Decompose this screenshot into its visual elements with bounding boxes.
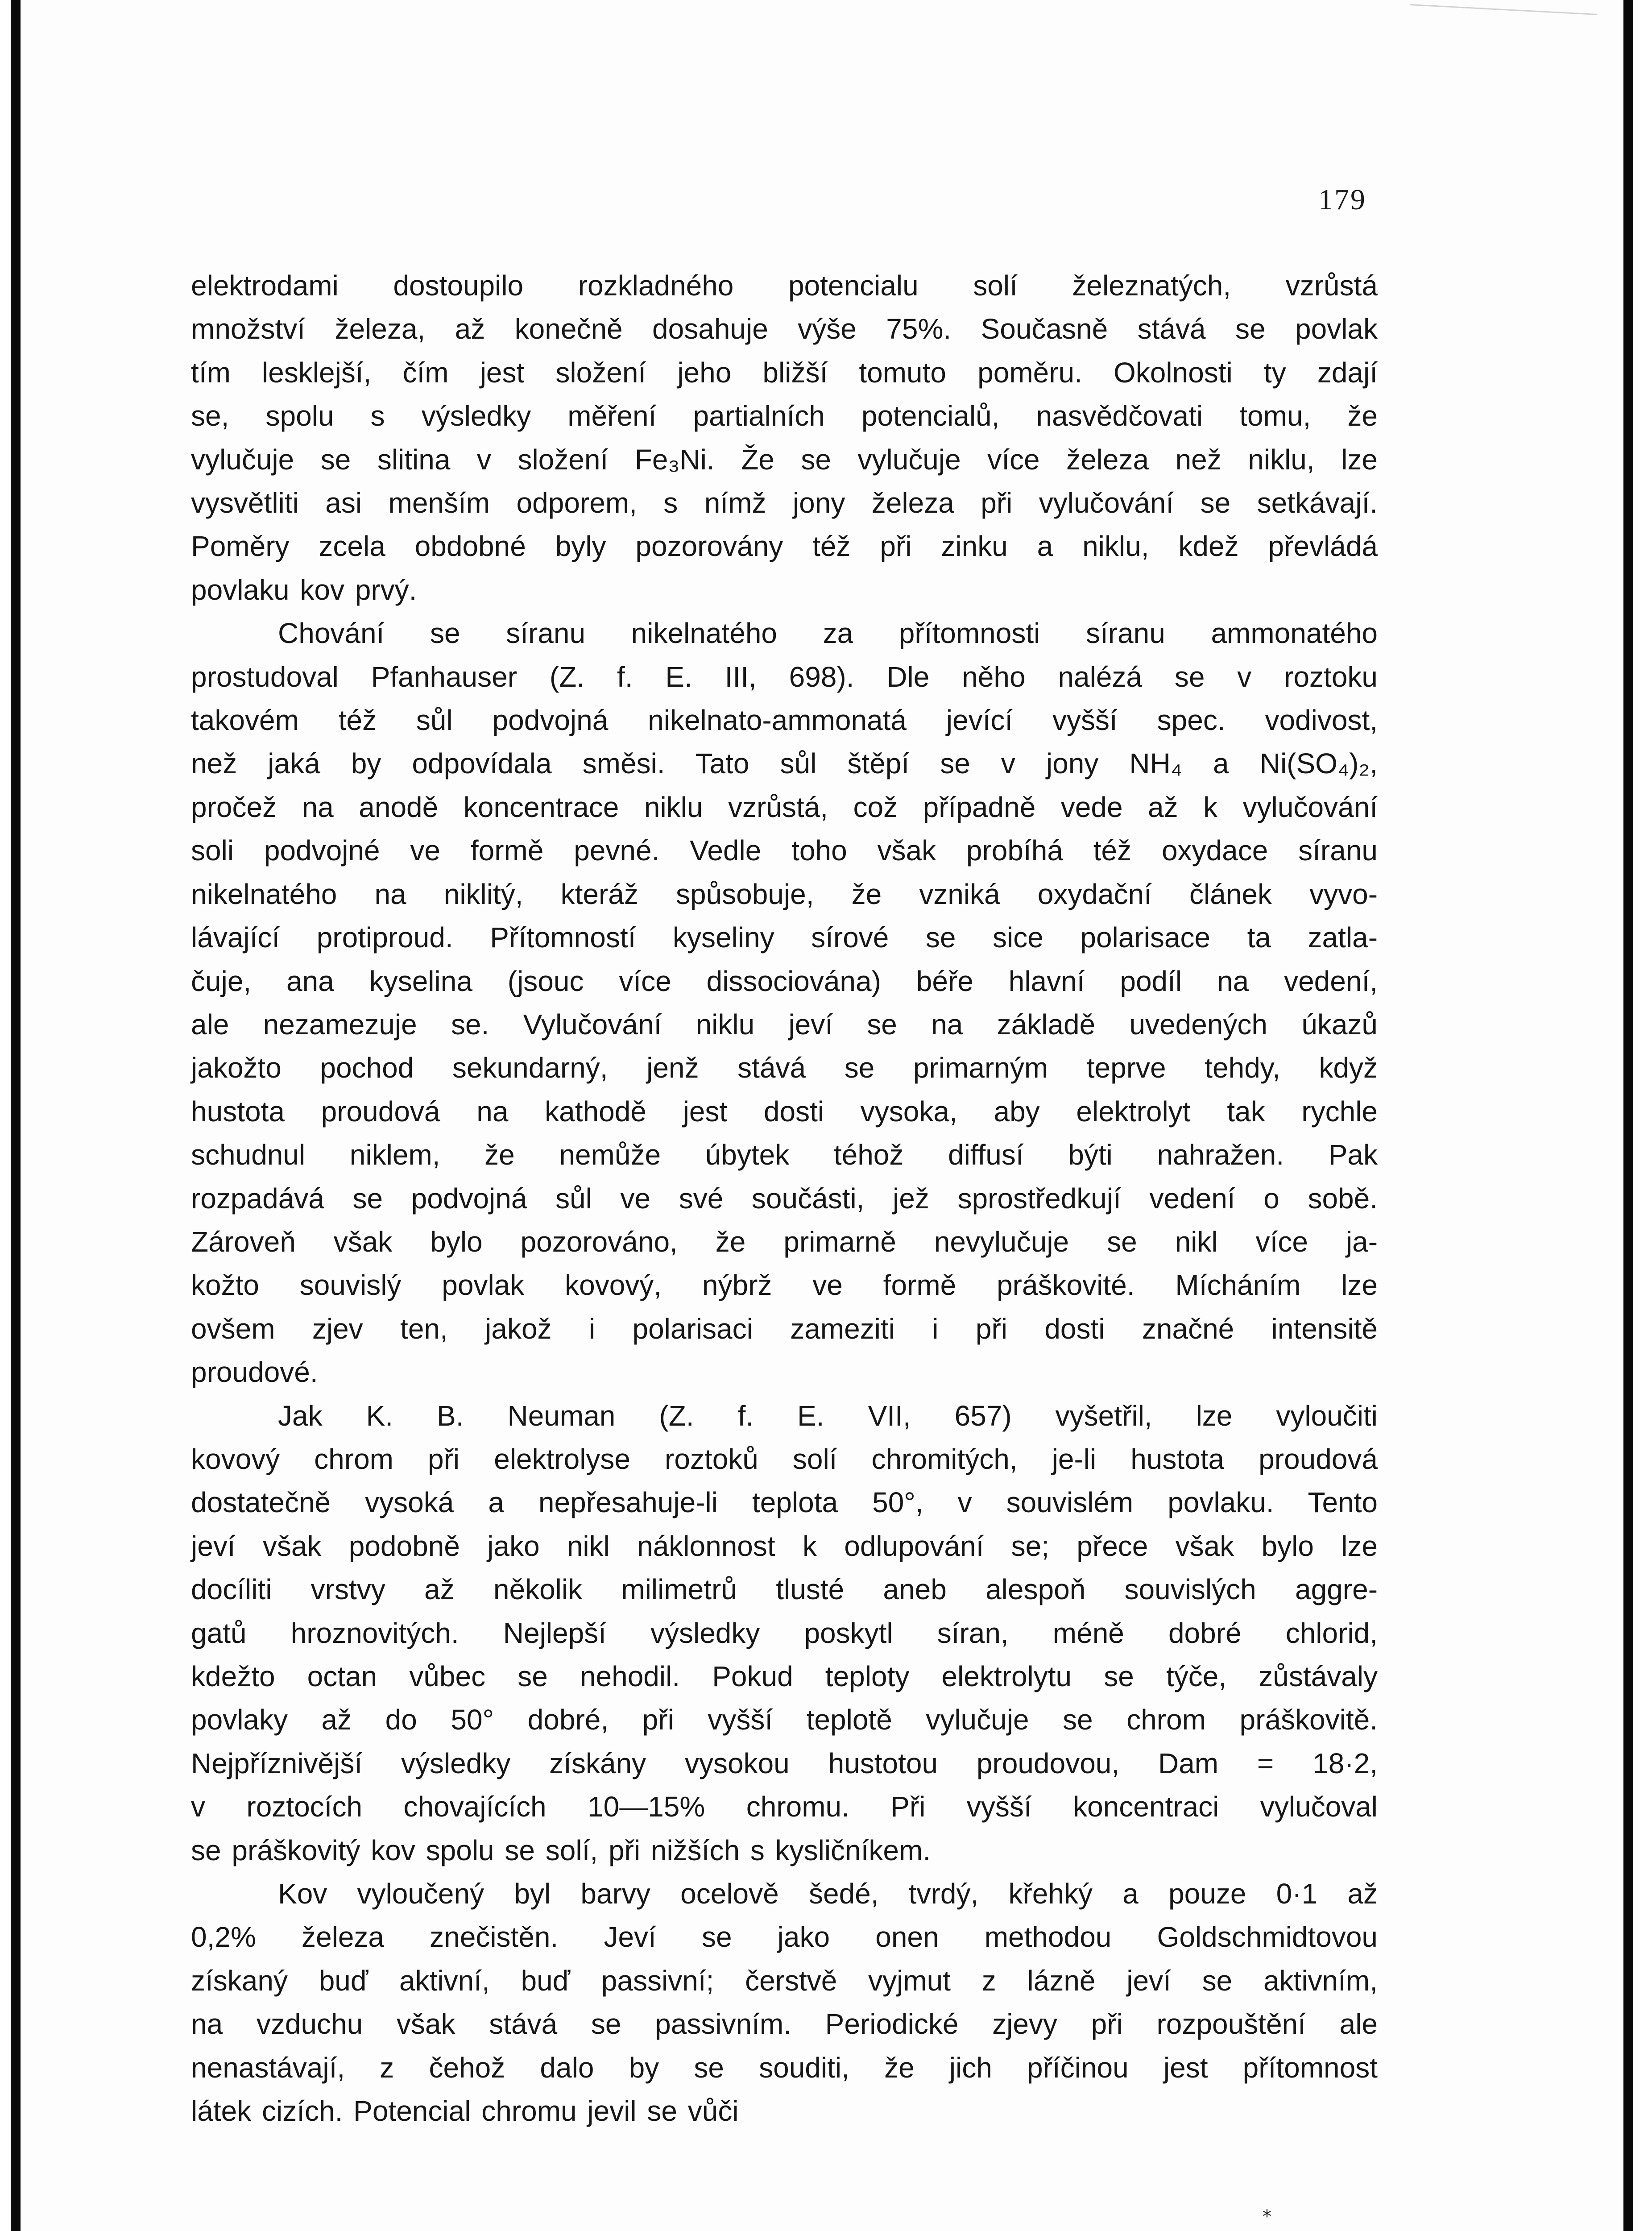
text-line: získaný buď aktivní, buď passivní; čerstvě vyjmut z lázně jeví se aktivním, [191,1964,1378,1997]
text-line: soli podvojné ve formě pevné. Vedle toho však probíhá též oxydace síranu [191,834,1378,867]
text-line: rozpadává se podvojná sůl ve své součásti, jež sprostředkují vedení o sobě. [191,1182,1378,1215]
text-line: proudové. [191,1356,318,1389]
text-line: v roztocích chovajících 10—15% chromu. Při vyšší koncentraci vylučoval [191,1791,1378,1823]
text-line: Jak K. B. Neuman (Z. f. E. VII, 657) vyšetřil, lze vyloučiti [278,1399,1378,1432]
text-line: docíliti vrstvy až několik milimetrů tlusté aneb alespoň souvislých aggre- [191,1573,1378,1606]
text-line: vysvětliti asi menším odporem, s nímž jony železa při vylučování se setkávají. [191,487,1378,519]
text-line: schudnul niklem, že nemůže úbytek téhož diffusí býti nahražen. Pak [191,1139,1378,1171]
text-line: kožto souvislý povlak kovový, nýbrž ve formě práškovité. Mícháním lze [191,1269,1378,1302]
text-line: vylučuje se slitina v složení Fe₃Ni. Že se vylučuje více železa než niklu, lze [191,443,1378,476]
text-line: se, spolu s výsledky měření partialních potencialů, nasvědčovati tomu, že [191,400,1378,432]
text-line: povlaky až do 50° dobré, při vyšší teplotě vylučuje se chrom práškovitě. [191,1704,1378,1736]
body-text [191,264,1378,2133]
text-line: než jaká by odpovídala směsi. Tato sůl štěpí se v jony NH₄ a Ni(SO₄)₂, [191,747,1378,780]
text-line: elektrodami dostoupilo rozkladného potencialu solí železnatých, vzrůstá [191,270,1378,302]
text-line: pročež na anodě koncentrace niklu vzrůstá, což případně vede až k vylučování [191,791,1378,823]
text-line: Zároveň však bylo pozorováno, že primarně nevylučuje se nikl více ja- [191,1225,1378,1258]
text-line: jakožto pochod sekundarný, jenž stává se primarným teprve tehdy, když [191,1052,1378,1084]
text-line: Chování se síranu nikelnatého za přítomnosti síranu ammonatého [278,617,1378,650]
text-line: gatů hroznovitých. Nejlepší výsledky poskytl síran, méně dobré chlorid, [191,1617,1378,1649]
text-line: hustota proudová na kathodě jest dosti vysoka, aby elektrolyt tak rychle [191,1095,1378,1128]
text-line: jeví však podobně jako nikl náklonnost k odlupování se; přece však bylo lze [191,1530,1378,1562]
text-line: lávající protiproud. Přítomností kyseliny sírové se sice polarisace ta zatla- [191,921,1378,954]
text-line: dostatečně vysoká a nepřesahuje-li teplota 50°, v souvislém povlaku. Tento [191,1486,1378,1519]
text-line: Poměry zcela obdobné byly pozorovány též při zinku a niklu, kdež převládá [191,530,1378,563]
text-line: látek cizích. Potencial chromu jevil se vůči [191,2095,739,2127]
text-line: kdežto octan vůbec se nehodil. Pokud teploty elektrolytu se týče, zůstávaly [191,1660,1378,1692]
text-line: tím lesklejší, čím jest složení jeho bližší tomuto poměru. Okolnosti ty zdají [191,356,1378,389]
text-line: 0,2% železa znečistěn. Jeví se jako onen methodou Goldschmidtovou [191,1921,1378,1953]
text-line: nikelnatého na niklitý, kteráž spůsobuje, že vzniká oxydační článek vyvo- [191,878,1378,910]
scan-smudge [1408,4,1597,46]
text-line: prostudoval Pfanhauser (Z. f. E. III, 698). Dle něho nalézá se v roztoku [191,660,1378,693]
text-line: Nejpříznivější výsledky získány vysokou hustotou proudovou, Dam = 18·2, [191,1747,1378,1779]
text-line: na vzduchu však stává se passivním. Periodické zjevy při rozpouštění ale [191,2008,1378,2040]
text-line: nenastávají, z čehož dalo by se souditi, že jich příčinou jest přítomnost [191,2051,1378,2084]
text-line: Kov vyloučený byl barvy ocelově šedé, tvrdý, křehký a pouze 0·1 až [278,1878,1378,1910]
footer-asterisk: * [1263,2206,1271,2227]
text-line: se práškovitý kov spolu se solí, při nižších s kysličníkem. [191,1834,931,1866]
text-line: povlaku kov prvý. [191,573,417,606]
text-line: čuje, ana kyselina (jsouc více dissociována) béře hlavní podíl na vedení, [191,965,1378,997]
text-line: množství železa, až konečně dosahuje výše 75%. Současně stává se povlak [191,313,1378,345]
text-line: takovém též sůl podvojná nikelnato-ammonatá jevící vyšší spec. vodivost, [191,704,1378,737]
text-line: kovový chrom při elektrolyse roztoků solí chromitých, je-li hustota proudová [191,1443,1378,1475]
page-number: 179 [1318,183,1366,216]
text-line: ovšem zjev ten, jakož i polarisaci zameziti i při dosti značné intensitě [191,1312,1378,1345]
text-line: ale nezamezuje se. Vylučování niklu jeví se na základě uvedených úkazů [191,1008,1378,1041]
